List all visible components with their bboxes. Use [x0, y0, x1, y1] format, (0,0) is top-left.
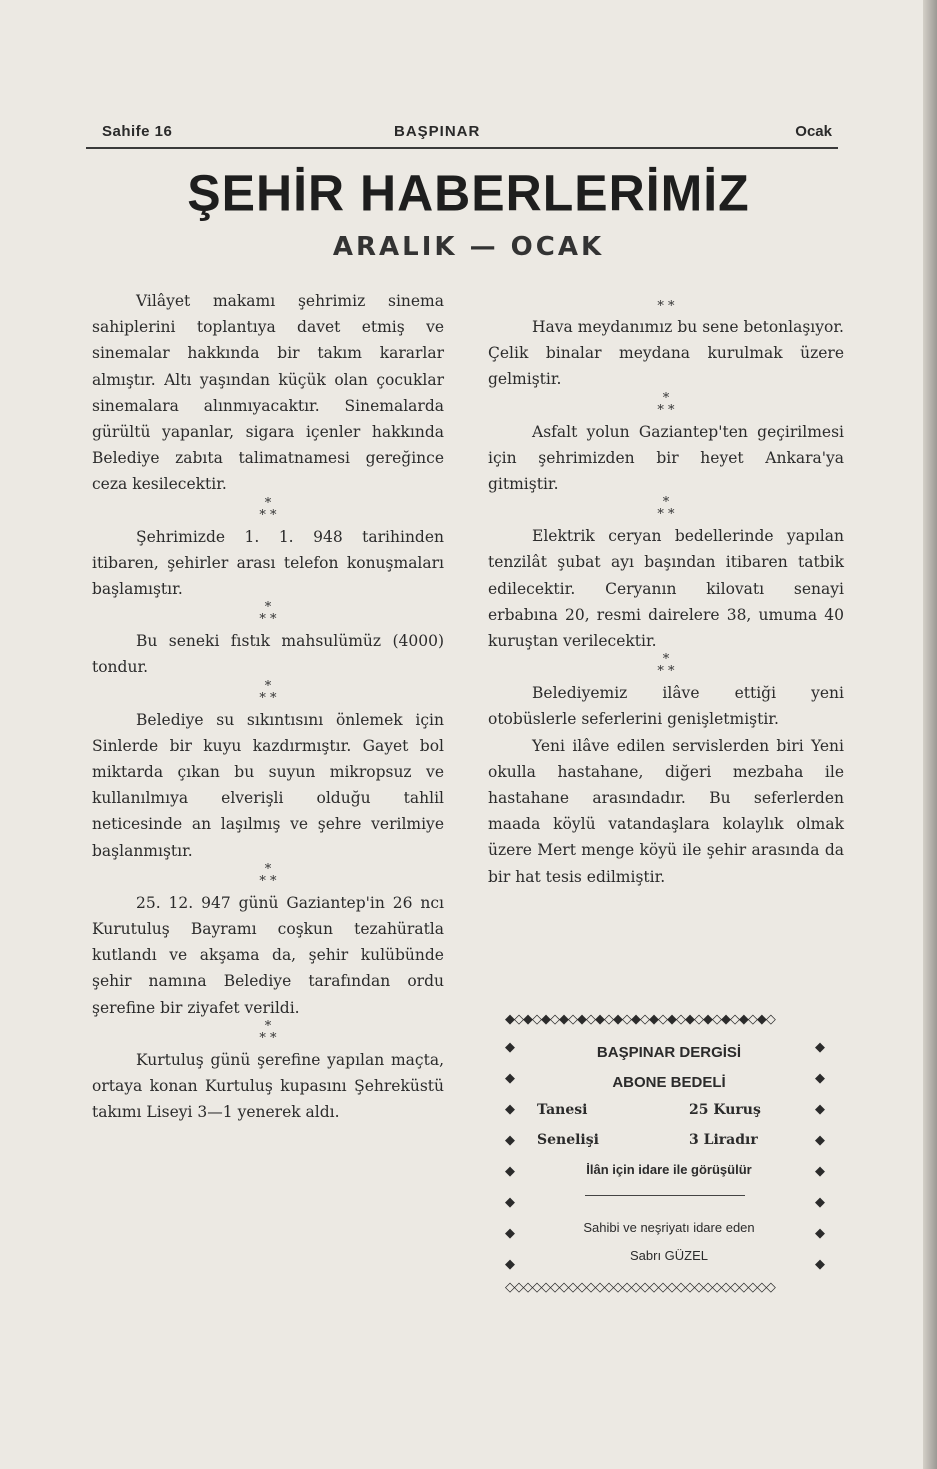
page-header	[100, 123, 840, 149]
separator-asterism: * * *	[259, 678, 277, 706]
separator-asterism: * * *	[657, 390, 675, 418]
ornamental-border-left: ◆ ◆ ◆ ◆ ◆ ◆ ◆ ◆	[505, 1040, 515, 1272]
price-label: Tanesi	[537, 1102, 588, 1118]
ad-note: İlân için idare ile görüşülür	[586, 1162, 752, 1177]
news-item: Asfalt yolun Gaziantep'ten geçirilmesi için şehrimizden bir heyet Ankara'ya gitmiştir.	[488, 422, 844, 494]
box-subtitle: ABONE BEDELİ	[612, 1074, 726, 1091]
price-value: 3 Liradır	[689, 1132, 758, 1148]
separator-asterism: * * *	[259, 1018, 277, 1046]
owner-name: Sabrı GÜZEL	[629, 1248, 709, 1263]
ornamental-border-bottom: ◇◇◇◇◇◇◇◇◇◇◇◇◇◇◇◇◇◇◇◇◇◇◇◇◇◇◇◇◇◇	[505, 1280, 775, 1295]
box-title: BAŞPINAR DERGİSİ	[596, 1044, 742, 1061]
separator-asterism: * * *	[259, 600, 277, 628]
news-item: Vilâyet makamı şehrimiz sinema sahiplerini toplantıya davet etmiş ve sinemalar hakkında bir takım kararlar almıştır. Altı yaşından küçük olan çocuklar sinemalara alınmıyacaktır. Sinemalarda gürültü yapanlar, sigara içenler hakkında Belediye zabıta talimatnamesi gereğince ceza kesilecektir.	[92, 292, 444, 494]
separator-asterism: * * *	[259, 861, 277, 889]
separator-asterism: * *	[657, 299, 675, 314]
left-column	[92, 288, 444, 1125]
news-item: Hava meydanımız bu sene betonlaşıyor. Çelik binalar meydana kurulmak üzere gelmiştir.	[488, 318, 844, 389]
page-title: ŞEHİR HABERLERİMİZ	[187, 164, 750, 222]
ornamental-border-right: ◆ ◆ ◆ ◆ ◆ ◆ ◆ ◆	[815, 1040, 825, 1272]
separator-asterism: * * *	[657, 495, 675, 523]
right-column	[488, 300, 844, 890]
issue-month: Ocak	[795, 123, 832, 140]
box-divider	[585, 1195, 745, 1196]
news-item: Bu seneki fıstık mahsulümüz (4000) tondur.	[92, 632, 444, 677]
news-item: Şehrimizde 1. 1. 948 tarihinden itibaren, şehirler arası telefon konuşmaları başlamıştır.	[92, 527, 444, 599]
news-item: Belediye su sıkıntısını önlemek için Sinlerde bir kuyu kazdırmıştır. Gayet bol miktarda çıkan bu suyun mikropsuz ve kullanılmıya elverişli olduğu tahlil neticesinde an laşılmış ve şehre verilmiye başlanmıştır.	[92, 710, 444, 860]
price-value: 25 Kuruş	[689, 1102, 761, 1118]
news-item: 25. 12. 947 günü Gaziantep'in 26 ncı Kurutuluş Bayramı coşkun tezahüratla kutlandı ve akşama da, şehir kulübünde şehir namına Belediye tarafından ordu şerefine bir ziyafet verildi.	[92, 893, 444, 1017]
subscription-box	[505, 1012, 827, 1298]
news-item: Belediyemiz ilâve ettiği yeni otobüslerle seferlerini genişletmiştir.	[488, 684, 844, 729]
magazine-name: BAŞPINAR	[394, 123, 481, 140]
header-rule	[86, 147, 838, 149]
page-number: Sahife 16	[102, 123, 173, 140]
news-item: Kurtuluş günü şerefine yapılan maçta, ortaya konan Kurtuluş kupasını Şehreküstü takımı Liseyi 3—1 yenerek aldı.	[92, 1050, 444, 1122]
ornamental-border-top: ◆◇◆◇◆◇◆◇◆◇◆◇◆◇◆◇◆◇◆◇◆◇◆◇◆◇◆◇◆◇	[505, 1012, 775, 1027]
page-subtitle: ARALIK — OCAK	[332, 232, 605, 262]
news-item: Yeni ilâve edilen servislerden biri Yeni okulla hastahane, diğeri mezbaha ile hastahane arasındadır. Bu seferlerden maada köylü vatandaşlara kolaylık olmak üzere Mert menge köyü ile şehir arasında da bir hat tesis edilmiştir.	[488, 736, 844, 886]
price-label: Senelişi	[537, 1132, 599, 1148]
owner-line: Sahibi ve neşriyatı idare eden	[583, 1220, 755, 1235]
separator-asterism: * * *	[259, 495, 277, 523]
separator-asterism: * * *	[657, 652, 675, 680]
news-item: Elektrik ceryan bedellerinde yapılan tenzilât şubat ayı başından itibaren tatbik edilecektir. Ceryanın kilovatı senayi erbabına 20, resmi dairelere 38, umuma 40 kuruştan verilecektir.	[488, 527, 844, 651]
